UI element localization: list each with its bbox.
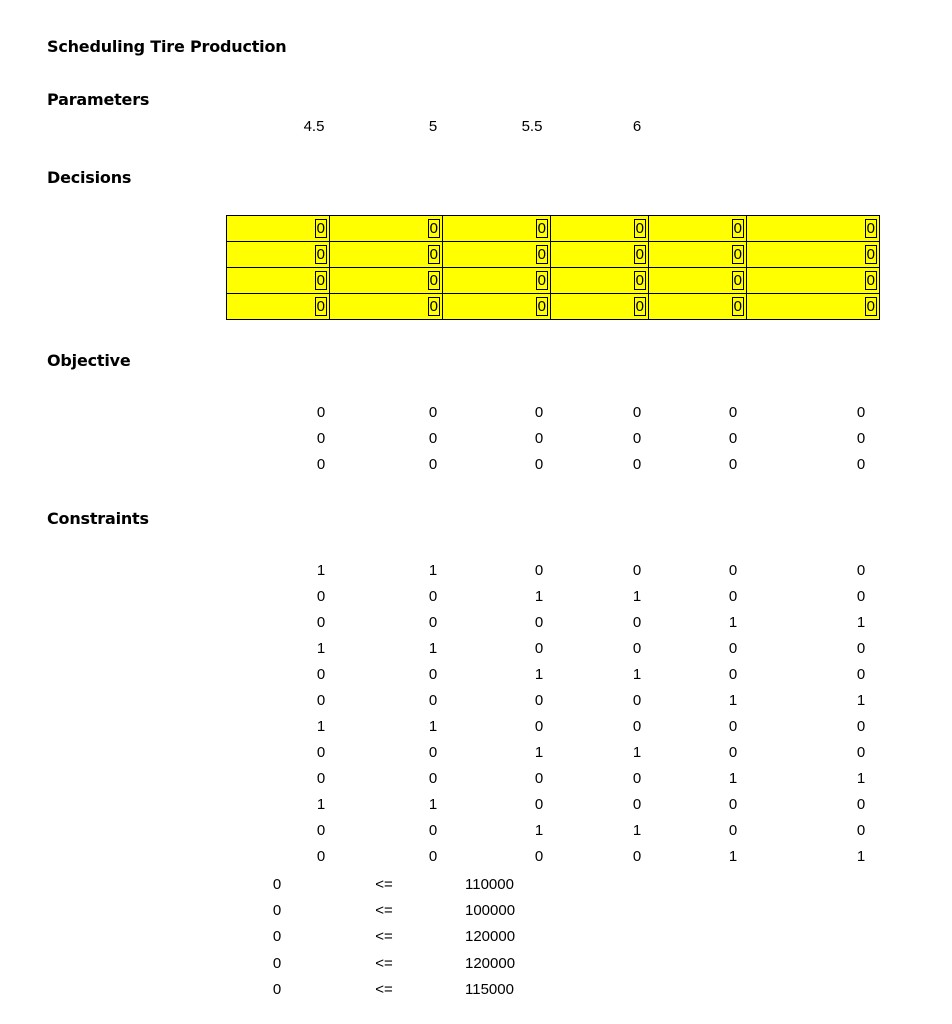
constraint-coef-cell[interactable]: 0 (428, 666, 438, 683)
constraint-coef-cell[interactable]: 0 (856, 744, 866, 761)
objective-cell[interactable]: 0 (428, 404, 438, 421)
constraint-coef-cell[interactable]: 1 (428, 796, 438, 813)
decision-cell[interactable] (747, 268, 880, 294)
constraint-rhs[interactable]: 120000 (465, 954, 516, 972)
constraint-coef-cell[interactable]: 0 (856, 822, 866, 839)
constraint-operator[interactable]: <= (375, 980, 393, 998)
constraint-coef-cell[interactable]: 1 (728, 692, 738, 709)
constraint-lhs[interactable]: 0 (272, 928, 282, 946)
decision-cell[interactable] (649, 268, 747, 294)
decision-value: 0 (316, 272, 325, 289)
objective-cell[interactable]: 0 (856, 404, 866, 421)
decision-cell[interactable] (443, 216, 551, 242)
decision-value: 0 (429, 220, 438, 237)
decision-cell[interactable] (227, 242, 330, 268)
objective-cell[interactable]: 0 (428, 456, 438, 473)
constraint-coef-cell[interactable]: 0 (428, 588, 438, 605)
constraint-coef-cell[interactable]: 0 (728, 640, 738, 657)
decision-cell[interactable] (747, 242, 880, 268)
objective-cell[interactable]: 0 (728, 456, 738, 473)
constraint-coef-cell[interactable]: 1 (316, 562, 326, 579)
objective-cell[interactable]: 0 (856, 430, 866, 447)
constraint-coef-cell[interactable]: 1 (856, 692, 866, 709)
constraint-coef-cell[interactable]: 0 (856, 562, 866, 579)
constraint-operator[interactable]: <= (375, 954, 393, 972)
decision-value: 0 (733, 272, 742, 289)
constraint-coef-cell[interactable]: 0 (632, 614, 642, 631)
decision-value: 0 (866, 272, 875, 289)
constraint-coef-cell[interactable]: 1 (428, 718, 438, 735)
constraint-rhs[interactable]: 120000 (465, 928, 516, 946)
objective-cell[interactable]: 0 (534, 430, 544, 447)
constraint-coef-cell[interactable]: 1 (316, 718, 326, 735)
constraint-lhs[interactable]: 0 (272, 876, 282, 893)
decision-row (227, 294, 880, 320)
parameter-cell[interactable]: 5 (428, 118, 438, 135)
parameter-cell[interactable]: 6 (632, 118, 642, 135)
constraint-coef-cell[interactable]: 1 (856, 848, 866, 865)
constraint-coef-cell[interactable]: 0 (632, 692, 642, 709)
constraint-coef-cell[interactable]: 0 (534, 718, 544, 735)
decision-cell[interactable] (330, 268, 443, 294)
objective-cell[interactable]: 0 (856, 456, 866, 473)
constraint-coef-cell[interactable]: 0 (316, 614, 326, 631)
constraint-coef-cell[interactable]: 1 (534, 744, 544, 761)
decision-cell[interactable] (443, 242, 551, 268)
constraint-coef-cell[interactable]: 1 (534, 666, 544, 683)
constraint-coef-cell[interactable]: 0 (316, 770, 326, 787)
constraint-coef-cell[interactable]: 0 (728, 588, 738, 605)
constraint-coef-cell[interactable]: 0 (728, 718, 738, 735)
objective-cell[interactable]: 0 (534, 404, 544, 421)
constraint-coef-cell[interactable]: 1 (534, 822, 544, 839)
decision-value: 0 (635, 298, 644, 315)
decision-value: 0 (316, 246, 325, 263)
section-label-objective: Objective (47, 351, 131, 370)
constraint-coef-cell[interactable]: 1 (728, 614, 738, 631)
constraint-coef-cell[interactable]: 0 (728, 562, 738, 579)
constraint-coef-cell[interactable]: 0 (534, 692, 544, 709)
constraint-coef-cell[interactable]: 0 (534, 614, 544, 631)
constraint-coef-cell[interactable]: 1 (728, 770, 738, 787)
constraint-coef-cell[interactable]: 0 (856, 666, 866, 683)
constraint-coef-cell[interactable]: 1 (728, 848, 738, 865)
objective-cell[interactable]: 0 (728, 404, 738, 421)
objective-cell[interactable]: 0 (632, 456, 642, 473)
decision-cell[interactable] (649, 216, 747, 242)
decision-value: 0 (429, 246, 438, 263)
constraint-coef-cell[interactable]: 0 (632, 770, 642, 787)
constraint-coef-cell[interactable]: 0 (534, 770, 544, 787)
constraint-coef-cell[interactable]: 0 (856, 588, 866, 605)
constraint-coef-cell[interactable]: 0 (632, 562, 642, 579)
constraint-coef-cell[interactable]: 0 (728, 796, 738, 813)
section-label-constraints: Constraints (47, 509, 149, 528)
constraint-coef-cell[interactable]: 0 (728, 666, 738, 683)
constraint-coef-cell[interactable]: 0 (316, 822, 326, 839)
decision-cell[interactable] (227, 268, 330, 294)
objective-cell[interactable]: 0 (316, 404, 326, 421)
constraint-operator[interactable]: <= (375, 928, 393, 946)
decision-cell[interactable] (551, 216, 649, 242)
constraint-coef-cell[interactable]: 1 (856, 614, 866, 631)
decision-cell[interactable] (330, 242, 443, 268)
decision-value: 0 (429, 298, 438, 315)
constraint-coef-cell[interactable]: 0 (534, 796, 544, 813)
constraint-coef-cell[interactable]: 0 (316, 848, 326, 865)
constraint-coef-cell[interactable]: 1 (632, 588, 642, 605)
constraint-rhs[interactable]: 115000 (465, 980, 514, 998)
objective-cell[interactable]: 0 (632, 430, 642, 447)
constraint-coef-cell[interactable]: 0 (428, 822, 438, 839)
constraint-coef-cell[interactable]: 0 (534, 848, 544, 865)
objective-cell[interactable]: 0 (728, 430, 738, 447)
constraint-coef-cell[interactable]: 0 (428, 770, 438, 787)
objective-cell[interactable]: 0 (534, 456, 544, 473)
parameter-cell[interactable]: 5.5 (521, 118, 543, 135)
constraint-lhs[interactable]: 0 (272, 954, 282, 972)
constraint-coef-cell[interactable]: 1 (856, 770, 866, 787)
decision-value: 0 (316, 220, 325, 237)
constraint-coef-cell[interactable]: 1 (316, 796, 326, 813)
decision-value: 0 (733, 220, 742, 237)
decision-row (227, 216, 880, 242)
decision-value: 0 (733, 298, 742, 315)
decision-cell[interactable] (551, 268, 649, 294)
constraint-lhs[interactable]: 0 (272, 902, 282, 920)
constraint-coef-cell[interactable]: 0 (534, 562, 544, 579)
decision-value: 0 (733, 246, 742, 263)
decision-cell[interactable] (551, 242, 649, 268)
constraint-coef-cell[interactable]: 0 (856, 640, 866, 657)
sheet-title: Scheduling Tire Production (47, 37, 287, 56)
section-label-parameters: Parameters (47, 90, 150, 109)
decision-value: 0 (537, 272, 546, 289)
decision-value: 0 (866, 246, 875, 263)
decision-cell[interactable] (330, 216, 443, 242)
constraint-coef-cell[interactable]: 0 (428, 744, 438, 761)
constraint-coef-cell[interactable]: 0 (316, 588, 326, 605)
objective-cell[interactable]: 0 (316, 456, 326, 473)
decision-grid (226, 215, 880, 320)
objective-cell[interactable]: 0 (316, 430, 326, 447)
objective-cell[interactable]: 0 (632, 404, 642, 421)
constraint-lhs[interactable]: 0 (272, 980, 282, 998)
constraint-coef-cell[interactable]: 0 (428, 848, 438, 865)
constraint-coef-cell[interactable]: 0 (632, 640, 642, 657)
objective-cell[interactable]: 0 (428, 430, 438, 447)
decision-cell[interactable] (443, 268, 551, 294)
constraint-coef-cell[interactable]: 0 (728, 744, 738, 761)
decision-value: 0 (635, 272, 644, 289)
decision-value: 0 (537, 246, 546, 263)
constraint-operator[interactable]: <= (375, 902, 393, 920)
constraint-rhs[interactable]: 110000 (465, 876, 514, 893)
constraint-operator[interactable]: <= (375, 876, 393, 893)
decision-value: 0 (635, 220, 644, 237)
constraint-coef-cell[interactable]: 0 (632, 718, 642, 735)
constraint-coef-cell[interactable]: 0 (316, 666, 326, 683)
decision-value: 0 (316, 298, 325, 315)
constraint-coef-cell[interactable]: 0 (856, 796, 866, 813)
constraint-coef-cell[interactable]: 1 (632, 666, 642, 683)
decision-cell[interactable] (649, 242, 747, 268)
decision-cell[interactable] (747, 216, 880, 242)
constraint-coef-cell[interactable]: 0 (316, 692, 326, 709)
constraint-coef-cell[interactable]: 1 (632, 744, 642, 761)
decision-cell[interactable] (443, 294, 551, 320)
decision-cell[interactable] (330, 294, 443, 320)
constraint-coef-cell[interactable]: 0 (632, 848, 642, 865)
decision-cell[interactable] (649, 294, 747, 320)
decision-value: 0 (866, 298, 875, 315)
decision-cell[interactable] (551, 294, 649, 320)
decision-cell[interactable] (747, 294, 880, 320)
constraint-coef-cell[interactable]: 1 (428, 640, 438, 657)
decision-value: 0 (866, 220, 875, 237)
decision-row (227, 242, 880, 268)
decision-value: 0 (429, 272, 438, 289)
constraint-coef-cell[interactable]: 1 (316, 640, 326, 657)
constraint-coef-cell[interactable]: 0 (534, 640, 544, 657)
section-label-decisions: Decisions (47, 168, 132, 187)
constraint-coef-cell[interactable]: 0 (428, 614, 438, 631)
decision-cell[interactable] (227, 216, 330, 242)
decision-value: 0 (537, 220, 546, 237)
constraint-coef-cell[interactable]: 1 (534, 588, 544, 605)
decision-row (227, 268, 880, 294)
constraint-coef-cell[interactable]: 0 (632, 796, 642, 813)
decision-cell[interactable] (227, 294, 330, 320)
constraint-coef-cell[interactable]: 1 (428, 562, 438, 579)
constraint-rhs[interactable]: 100000 (465, 902, 516, 920)
constraint-coef-cell[interactable]: 1 (632, 822, 642, 839)
constraint-coef-cell[interactable]: 0 (316, 744, 326, 761)
decision-value: 0 (635, 246, 644, 263)
parameter-cell[interactable]: 4.5 (303, 118, 325, 135)
constraint-coef-cell[interactable]: 0 (728, 822, 738, 839)
decision-value: 0 (537, 298, 546, 315)
constraint-coef-cell[interactable]: 0 (856, 718, 866, 735)
constraint-coef-cell[interactable]: 0 (428, 692, 438, 709)
